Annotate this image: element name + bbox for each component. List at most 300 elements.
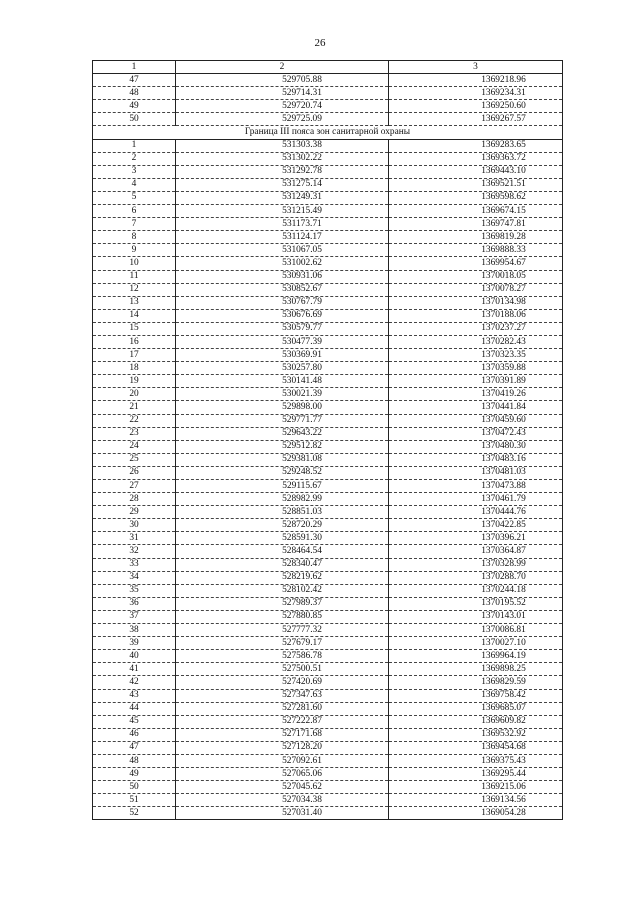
y-coordinate-cell: [389, 663, 563, 676]
x-coordinate-cell: [176, 663, 389, 676]
x-coordinate-value: 527420.69: [282, 676, 322, 687]
y-coordinate-cell: [389, 296, 563, 309]
x-coordinate-value: 527065.06: [282, 768, 322, 779]
x-coordinate-value: 529714.31: [282, 87, 322, 98]
x-coordinate-cell: [176, 191, 389, 204]
x-coordinate-cell: [176, 218, 389, 231]
y-coordinate-cell: [389, 768, 563, 781]
point-number-cell: 49: [93, 768, 176, 781]
y-coordinate-value: 1369685.07: [481, 703, 526, 714]
x-coordinate-cell: [176, 362, 389, 375]
y-coordinate-value: 1369747.81: [481, 218, 526, 229]
x-coordinate-cell: [176, 584, 389, 597]
x-coordinate-cell: [176, 139, 389, 152]
point-number-cell: 47: [93, 741, 176, 754]
y-coordinate-value: 1369829.59: [481, 676, 526, 687]
y-coordinate-cell: [389, 624, 563, 637]
point-number-cell: 48: [93, 754, 176, 767]
y-coordinate-value: 1370328.99: [481, 559, 526, 570]
x-coordinate-value: 530021.39: [282, 388, 322, 399]
point-number-cell: 27: [93, 480, 176, 493]
table-row: [93, 558, 563, 571]
x-coordinate-value: 531173.71: [282, 218, 322, 229]
x-coordinate-cell: [176, 414, 389, 427]
y-coordinate-cell: [389, 506, 563, 519]
x-coordinate-cell: [176, 545, 389, 558]
y-coordinate-value: 1370078.27: [481, 284, 526, 295]
table-row: [93, 244, 563, 257]
y-coordinate-value: 1370461.79: [481, 493, 526, 504]
x-coordinate-value: 528720.29: [282, 519, 322, 530]
x-coordinate-cell: [176, 597, 389, 610]
table-header-row: [93, 61, 563, 74]
table-row: [93, 545, 563, 558]
table-row: [93, 741, 563, 754]
table-row: [93, 205, 563, 218]
table-row: [93, 610, 563, 623]
x-coordinate-cell: [176, 349, 389, 362]
y-coordinate-cell: [389, 807, 563, 820]
x-coordinate-value: 527281.60: [282, 703, 322, 714]
point-number-cell: 31: [93, 532, 176, 545]
x-coordinate-value: 528982.99: [282, 493, 322, 504]
x-coordinate-value: 529248.52: [282, 467, 322, 478]
x-coordinate-cell: [176, 480, 389, 493]
y-coordinate-cell: [389, 453, 563, 466]
y-coordinate-cell: [389, 480, 563, 493]
table-row: [93, 375, 563, 388]
x-coordinate-value: 527031.40: [282, 807, 322, 818]
point-number-cell: 7: [93, 218, 176, 231]
x-coordinate-value: 531292.78: [282, 166, 322, 177]
y-coordinate-value: 1369215.06: [481, 781, 526, 792]
x-coordinate-value: 530141.48: [282, 375, 322, 386]
y-coordinate-value: 1370288.70: [481, 572, 526, 583]
y-coordinate-value: 1370473.88: [481, 480, 526, 491]
x-coordinate-value: 529720.74: [282, 100, 322, 111]
x-coordinate-cell: [176, 401, 389, 414]
x-coordinate-value: 531302.22: [282, 153, 322, 164]
y-coordinate-cell: [389, 401, 563, 414]
y-coordinate-cell: [389, 362, 563, 375]
point-number-cell: 45: [93, 715, 176, 728]
x-coordinate-cell: [176, 74, 389, 87]
y-coordinate-cell: [389, 597, 563, 610]
point-number-cell: 18: [93, 362, 176, 375]
table-row: [93, 362, 563, 375]
y-coordinate-value: 1370237.27: [481, 323, 526, 334]
point-number-cell: 19: [93, 375, 176, 388]
y-coordinate-value: 1369888.33: [481, 244, 526, 255]
y-coordinate-cell: [389, 676, 563, 689]
table-row: [93, 532, 563, 545]
point-number-cell: 10: [93, 257, 176, 270]
table-row: [93, 218, 563, 231]
table-row: [93, 754, 563, 767]
point-number-cell: 51: [93, 794, 176, 807]
y-coordinate-value: 1370027.10: [481, 637, 526, 648]
table-row: [93, 453, 563, 466]
y-coordinate-value: 1369295.44: [481, 768, 526, 779]
y-coordinate-value: 1370472.43: [481, 428, 526, 439]
table-row: [93, 283, 563, 296]
y-coordinate-cell: [389, 244, 563, 257]
y-coordinate-value: 1369283.65: [481, 140, 526, 151]
x-coordinate-value: 527586.78: [282, 650, 322, 661]
section-title: Граница III пояса зон санитарной охраны: [93, 126, 563, 139]
table-row: [93, 650, 563, 663]
x-coordinate-value: 529643.22: [282, 428, 322, 439]
y-coordinate-cell: [389, 388, 563, 401]
x-coordinate-cell: [176, 309, 389, 322]
y-coordinate-cell: [389, 74, 563, 87]
coordinates-table-body: [93, 61, 563, 820]
point-number-cell: 21: [93, 401, 176, 414]
x-coordinate-value: 527880.85: [282, 611, 322, 622]
x-coordinate-value: 530369.91: [282, 349, 322, 360]
y-coordinate-cell: [389, 715, 563, 728]
x-coordinate-cell: [176, 637, 389, 650]
point-number-cell: 43: [93, 689, 176, 702]
y-coordinate-cell: [389, 440, 563, 453]
point-number-cell: 14: [93, 309, 176, 322]
x-coordinate-cell: [176, 794, 389, 807]
y-coordinate-cell: [389, 427, 563, 440]
x-coordinate-value: 529381.08: [282, 454, 322, 465]
point-number-cell: 23: [93, 427, 176, 440]
y-coordinate-value: 1369898.25: [481, 663, 526, 674]
point-number-cell: 44: [93, 702, 176, 715]
x-coordinate-cell: [176, 296, 389, 309]
table-row: [93, 493, 563, 506]
x-coordinate-cell: [176, 702, 389, 715]
point-number-cell: 12: [93, 283, 176, 296]
x-coordinate-value: 527989.37: [282, 598, 322, 609]
y-coordinate-cell: [389, 414, 563, 427]
y-coordinate-value: 1369267.57: [481, 113, 526, 124]
y-coordinate-value: 1369250.60: [481, 100, 526, 111]
table-row: [93, 637, 563, 650]
point-number-cell: 9: [93, 244, 176, 257]
x-coordinate-value: 528340.47: [282, 559, 322, 570]
x-coordinate-value: 530477.39: [282, 336, 322, 347]
point-number-cell: 17: [93, 349, 176, 362]
y-coordinate-value: 1370422.85: [481, 519, 526, 530]
table-row: [93, 139, 563, 152]
y-coordinate-cell: [389, 218, 563, 231]
x-coordinate-cell: [176, 807, 389, 820]
y-coordinate-cell: [389, 283, 563, 296]
x-coordinate-value: 530767.79: [282, 297, 322, 308]
point-number-cell: 52: [93, 807, 176, 820]
x-coordinate-cell: [176, 375, 389, 388]
x-coordinate-cell: [176, 466, 389, 479]
table-row: [93, 702, 563, 715]
y-coordinate-value: 1369521.51: [481, 179, 526, 190]
column-header-1: 1: [93, 61, 176, 74]
x-coordinate-cell: [176, 715, 389, 728]
x-coordinate-value: 531275.14: [282, 179, 322, 190]
x-coordinate-cell: [176, 519, 389, 532]
y-coordinate-value: 1370323.35: [481, 349, 526, 360]
y-coordinate-cell: [389, 100, 563, 113]
y-coordinate-cell: [389, 322, 563, 335]
point-number-cell: 11: [93, 270, 176, 283]
point-number-cell: 8: [93, 231, 176, 244]
x-coordinate-value: 528591.30: [282, 532, 322, 543]
point-number-cell: 38: [93, 624, 176, 637]
x-coordinate-cell: [176, 440, 389, 453]
x-coordinate-cell: [176, 178, 389, 191]
y-coordinate-cell: [389, 466, 563, 479]
x-coordinate-cell: [176, 113, 389, 126]
table-row: [93, 768, 563, 781]
y-coordinate-value: 1369443.10: [481, 166, 526, 177]
table-row: [93, 624, 563, 637]
x-coordinate-value: 529771.77: [282, 415, 322, 426]
x-coordinate-cell: [176, 624, 389, 637]
y-coordinate-cell: [389, 309, 563, 322]
point-number-cell: 24: [93, 440, 176, 453]
table-row: [93, 807, 563, 820]
x-coordinate-cell: [176, 335, 389, 348]
point-number-cell: 50: [93, 781, 176, 794]
x-coordinate-value: 527171.68: [282, 729, 322, 740]
x-coordinate-value: 531002.62: [282, 257, 322, 268]
point-number-cell: 3: [93, 165, 176, 178]
page-number: 26: [314, 37, 326, 49]
point-number-cell: 25: [93, 453, 176, 466]
table-row: [93, 466, 563, 479]
x-coordinate-value: 530931.06: [282, 271, 322, 282]
x-coordinate-value: 528464.54: [282, 546, 322, 557]
y-coordinate-value: 1369532.92: [481, 729, 526, 740]
x-coordinate-cell: [176, 270, 389, 283]
y-coordinate-value: 1370483.16: [481, 454, 526, 465]
table-row: [93, 388, 563, 401]
x-coordinate-cell: [176, 388, 389, 401]
table-row: [93, 178, 563, 191]
point-number-cell: 32: [93, 545, 176, 558]
table-row: [93, 571, 563, 584]
y-coordinate-cell: [389, 375, 563, 388]
y-coordinate-value: 1369454.68: [481, 742, 526, 753]
table-row: [93, 257, 563, 270]
y-coordinate-cell: [389, 205, 563, 218]
y-coordinate-cell: [389, 728, 563, 741]
y-coordinate-cell: [389, 610, 563, 623]
x-coordinate-cell: [176, 506, 389, 519]
y-coordinate-value: 1370480.30: [481, 441, 526, 452]
y-coordinate-cell: [389, 152, 563, 165]
point-number-cell: 15: [93, 322, 176, 335]
table-row: [93, 87, 563, 100]
point-number-cell: 37: [93, 610, 176, 623]
x-coordinate-cell: [176, 532, 389, 545]
table-row: [93, 440, 563, 453]
x-coordinate-cell: [176, 427, 389, 440]
y-coordinate-value: 1369819.28: [481, 231, 526, 242]
table-row: [93, 165, 563, 178]
y-coordinate-value: 1370481.03: [481, 467, 526, 478]
x-coordinate-cell: [176, 283, 389, 296]
y-coordinate-cell: [389, 702, 563, 715]
table-row: [93, 296, 563, 309]
x-coordinate-cell: [176, 728, 389, 741]
y-coordinate-value: 1370364.87: [481, 546, 526, 557]
x-coordinate-value: 530852.67: [282, 284, 322, 295]
point-number-cell: 1: [93, 139, 176, 152]
table-row: [93, 427, 563, 440]
point-number-cell: 4: [93, 178, 176, 191]
x-coordinate-value: 531215.49: [282, 205, 322, 216]
x-coordinate-value: 530579.77: [282, 323, 322, 334]
table-row: [93, 74, 563, 87]
coordinates-table: [92, 60, 563, 820]
y-coordinate-cell: [389, 87, 563, 100]
y-coordinate-value: 1369375.43: [481, 755, 526, 766]
x-coordinate-cell: [176, 650, 389, 663]
y-coordinate-value: 1369363.72: [481, 153, 526, 164]
point-number-cell: 50: [93, 113, 176, 126]
y-coordinate-value: 1370459.60: [481, 415, 526, 426]
x-coordinate-value: 531303.38: [282, 140, 322, 151]
table-row: [93, 715, 563, 728]
y-coordinate-cell: [389, 650, 563, 663]
x-coordinate-cell: [176, 152, 389, 165]
point-number-cell: 20: [93, 388, 176, 401]
y-coordinate-value: 1370282.43: [481, 336, 526, 347]
column-header-3: 3: [389, 61, 563, 74]
y-coordinate-cell: [389, 794, 563, 807]
x-coordinate-cell: [176, 322, 389, 335]
table-row: [93, 597, 563, 610]
point-number-cell: 40: [93, 650, 176, 663]
point-number-cell: 28: [93, 493, 176, 506]
x-coordinate-value: 527500.51: [282, 663, 322, 674]
x-coordinate-cell: [176, 165, 389, 178]
x-coordinate-cell: [176, 754, 389, 767]
y-coordinate-cell: [389, 754, 563, 767]
x-coordinate-value: 529512.82: [282, 441, 322, 452]
table-row: [93, 113, 563, 126]
x-coordinate-value: 527222.87: [282, 716, 322, 727]
x-coordinate-cell: [176, 100, 389, 113]
table-row: [93, 270, 563, 283]
point-number-cell: 22: [93, 414, 176, 427]
table-row: [93, 401, 563, 414]
x-coordinate-value: 530676.69: [282, 310, 322, 321]
x-coordinate-cell: [176, 205, 389, 218]
x-coordinate-cell: [176, 558, 389, 571]
y-coordinate-value: 1370359.88: [481, 362, 526, 373]
x-coordinate-value: 527045.62: [282, 781, 322, 792]
x-coordinate-value: 528102.42: [282, 585, 322, 596]
column-header-2: 2: [176, 61, 389, 74]
y-coordinate-cell: [389, 741, 563, 754]
point-number-cell: 49: [93, 100, 176, 113]
y-coordinate-cell: [389, 139, 563, 152]
table-row: [93, 231, 563, 244]
y-coordinate-value: 1369598.62: [481, 192, 526, 203]
table-row: [93, 152, 563, 165]
x-coordinate-value: 530257.80: [282, 362, 322, 373]
y-coordinate-cell: [389, 335, 563, 348]
y-coordinate-value: 1369234.31: [481, 87, 526, 98]
x-coordinate-cell: [176, 676, 389, 689]
point-number-cell: 30: [93, 519, 176, 532]
x-coordinate-value: 527128.20: [282, 742, 322, 753]
x-coordinate-value: 529725.09: [282, 113, 322, 124]
x-coordinate-value: 528851.03: [282, 506, 322, 517]
table-row: [93, 584, 563, 597]
table-row: [93, 191, 563, 204]
y-coordinate-value: 1370391.89: [481, 375, 526, 386]
y-coordinate-cell: [389, 493, 563, 506]
point-number-cell: 34: [93, 571, 176, 584]
point-number-cell: 16: [93, 335, 176, 348]
y-coordinate-cell: [389, 558, 563, 571]
y-coordinate-value: 1370086.81: [481, 624, 526, 635]
point-number-cell: 35: [93, 584, 176, 597]
x-coordinate-cell: [176, 87, 389, 100]
y-coordinate-value: 1369218.96: [481, 74, 526, 85]
y-coordinate-value: 1369964.19: [481, 650, 526, 661]
point-number-cell: 42: [93, 676, 176, 689]
y-coordinate-value: 1370018.05: [481, 271, 526, 282]
table-row: [93, 480, 563, 493]
table-row: [93, 322, 563, 335]
x-coordinate-value: 527777.32: [282, 624, 322, 635]
x-coordinate-cell: [176, 257, 389, 270]
table-row: [93, 781, 563, 794]
point-number-cell: 33: [93, 558, 176, 571]
table-row: [93, 506, 563, 519]
y-coordinate-cell: [389, 637, 563, 650]
point-number-cell: 29: [93, 506, 176, 519]
x-coordinate-value: 531067.05: [282, 244, 322, 255]
x-coordinate-cell: [176, 493, 389, 506]
table-row: [93, 663, 563, 676]
y-coordinate-cell: [389, 689, 563, 702]
y-coordinate-cell: [389, 519, 563, 532]
y-coordinate-value: 1369674.15: [481, 205, 526, 216]
x-coordinate-cell: [176, 571, 389, 584]
point-number-cell: 2: [93, 152, 176, 165]
x-coordinate-value: 529705.88: [282, 74, 322, 85]
table-row: [93, 519, 563, 532]
x-coordinate-cell: [176, 231, 389, 244]
y-coordinate-cell: [389, 270, 563, 283]
y-coordinate-value: 1369054.28: [481, 807, 526, 818]
x-coordinate-value: 531124.17: [282, 231, 322, 242]
point-number-cell: 48: [93, 87, 176, 100]
point-number-cell: 41: [93, 663, 176, 676]
y-coordinate-value: 1369758.42: [481, 690, 526, 701]
table-row: [93, 676, 563, 689]
x-coordinate-value: 527092.61: [282, 755, 322, 766]
point-number-cell: 6: [93, 205, 176, 218]
x-coordinate-value: 527347.63: [282, 690, 322, 701]
y-coordinate-cell: [389, 178, 563, 191]
y-coordinate-cell: [389, 113, 563, 126]
y-coordinate-cell: [389, 545, 563, 558]
x-coordinate-cell: [176, 453, 389, 466]
x-coordinate-cell: [176, 689, 389, 702]
y-coordinate-value: 1370244.18: [481, 585, 526, 596]
x-coordinate-value: 528219.62: [282, 572, 322, 583]
x-coordinate-value: 529898.00: [282, 401, 322, 412]
